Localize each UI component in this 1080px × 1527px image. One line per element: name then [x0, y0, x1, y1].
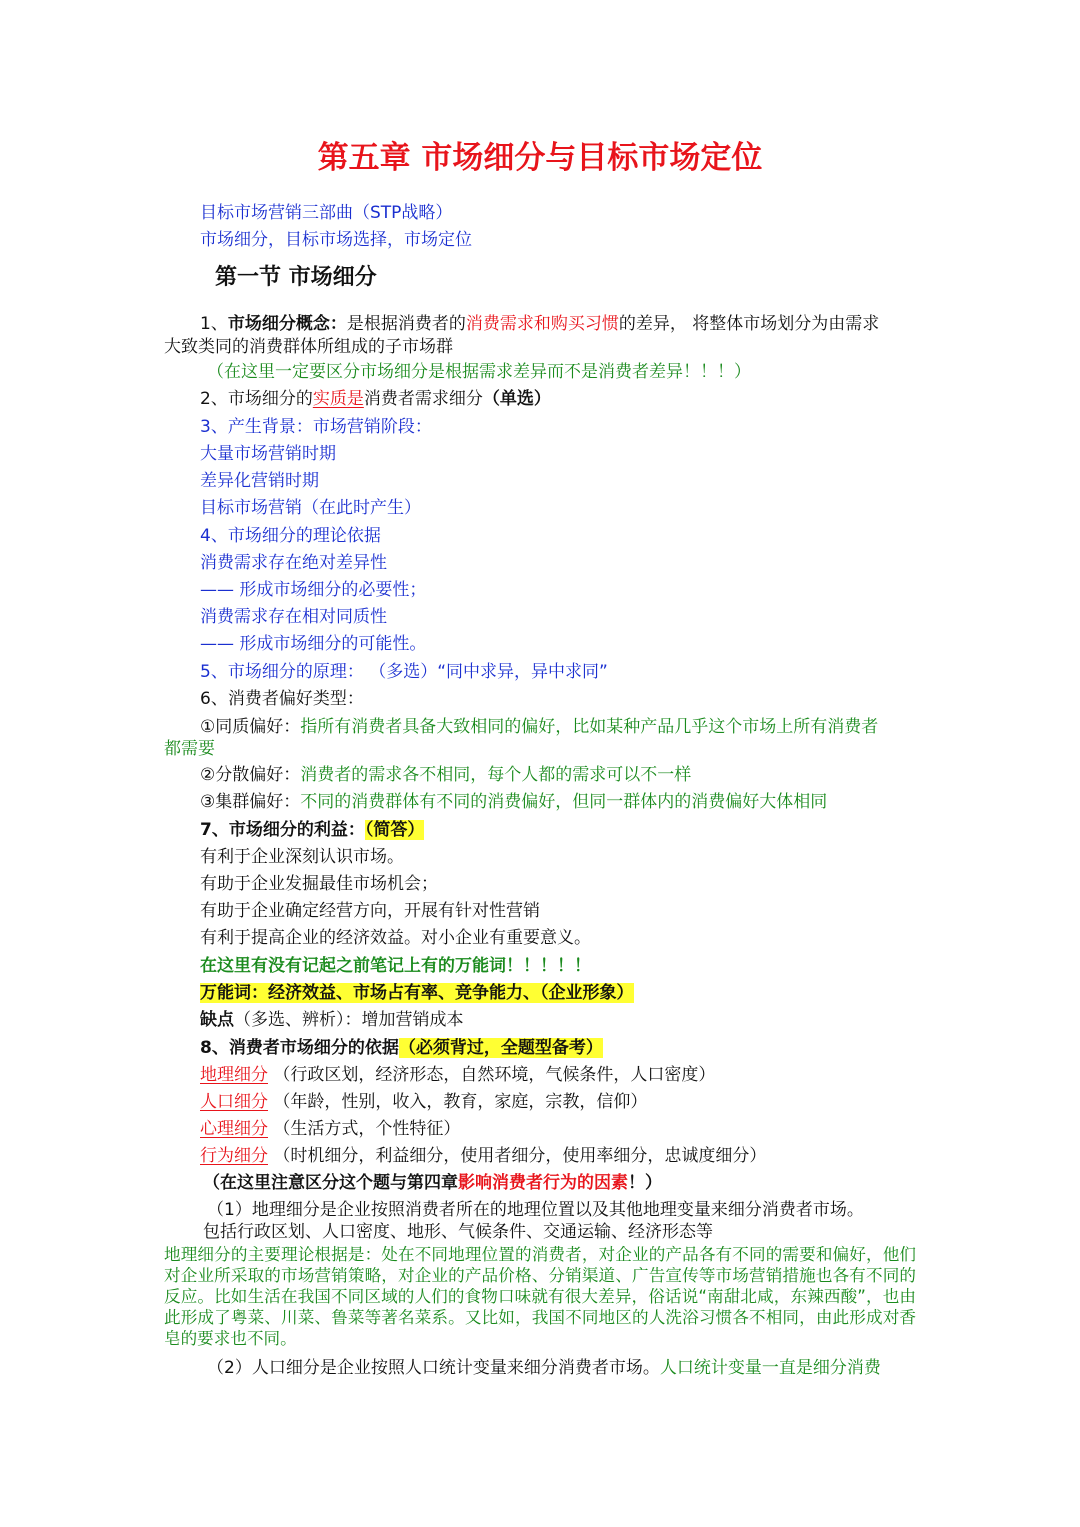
magic-words: 万能词：经济效益、市场占有率、竞争能力、（企业形象）: [200, 983, 634, 1003]
concept-line: [200, 313, 879, 335]
note-highlight: 影响消费者行为的因素: [458, 1173, 628, 1193]
theory-item: 消费需求存在绝对差异性: [200, 553, 387, 573]
concept-term: 市场细分概念: [227, 314, 330, 334]
basis-name: 地理细分: [200, 1065, 268, 1085]
background-item: 差异化营销时期: [200, 471, 319, 491]
demographic-note: 人口统计变量一直是细分消费: [659, 1358, 881, 1378]
basis-detail: （年龄，性别，收入，教育，家庭，宗教，信仰）: [268, 1092, 648, 1112]
geographic-definition: （1）地理细分是企业按照消费者所在的地理位置以及其他地理变量来细分消费者市场。: [207, 1200, 864, 1220]
geographic-theory-paragraph: 地理细分的主要理论根据是：处在不同地理位置的消费者，对企业的产品各有不同的需要和偏好，他们对企业所采取的市场营销策略，对企业的产品价格、分销渠道、广告宣传等市场营销措施也各有不同的反应。比如生活在我国不同区域的人们的食物口味就有很大差异，俗话说“南甜北咸，东辣西酸”，也由此形成了粤菜、川菜、鲁菜等著名菜系。又比如，我国不同地区的人洗浴习惯各不相同，由此形成对香皂的要求也不同。: [164, 1245, 916, 1348]
drawback-label: 缺点: [200, 1010, 234, 1030]
basis-detail: （行政区划，经济形态，自然环境，气候条件，人口密度）: [268, 1065, 716, 1085]
theory-heading: 4、市场细分的理论依据: [200, 526, 381, 546]
basis-geographic: [200, 1064, 715, 1086]
background-heading: 3、产生背景：市场营销阶段：: [200, 417, 432, 437]
benefit-item: 有利于企业深刻认识市场。: [200, 847, 404, 867]
preference-text: 不同的消费群体有不同的消费偏好，但同一群体内的消费偏好大体相同: [300, 792, 828, 812]
geographic-variables: 包括行政区划、人口密度、地形、气候条件、交通运输、经济形态等: [203, 1222, 713, 1242]
basis-name: 人口细分: [200, 1092, 268, 1112]
concept-number: 1、: [200, 314, 228, 334]
essence-post: 消费者需求细分: [363, 389, 483, 409]
note-pre: （在这里注意区分这个题与第四章: [203, 1173, 458, 1193]
preference-homogeneous: [200, 716, 878, 738]
benefits-heading: [200, 819, 424, 841]
preference-homogeneous-line-2: 都需要: [164, 739, 215, 759]
segmentation-bases-heading-text: 8、消费者市场细分的依据: [200, 1038, 399, 1058]
segmentation-bases-heading: [200, 1037, 603, 1059]
intro-line-steps: 市场细分，目标市场选择，市场定位: [200, 230, 472, 250]
preference-label: ③集群偏好：: [200, 792, 301, 812]
theory-item: 消费需求存在相对同质性: [200, 607, 387, 627]
background-item: 目标市场营销（在此时产生）: [200, 498, 421, 518]
segmentation-bases-tag: （必须背过，全题型备考）: [398, 1038, 603, 1058]
benefits-heading-text: 7、市场细分的利益：: [200, 820, 365, 840]
preference-text: 消费者的需求各不相同，每个人都的需求可以不一样: [300, 765, 692, 785]
preference-heading: 6、消费者偏好类型：: [200, 689, 364, 709]
essence-pre: 2、市场细分的: [200, 389, 313, 409]
concept-line-2: 大致类同的消费群体所组成的子市场群: [164, 337, 453, 357]
chapter-four-note: [203, 1172, 662, 1194]
demographic-definition: （2）人口细分是企业按照人口统计变量来细分消费者市场。: [207, 1358, 660, 1378]
basis-psychographic: [200, 1118, 460, 1140]
basis-detail: （时机细分，利益细分，使用者细分，使用率细分，忠诚度细分）: [268, 1146, 767, 1166]
drawback-line: [200, 1009, 464, 1031]
preference-diffused: [200, 764, 691, 786]
chapter-title: 第五章 市场细分与目标市场定位: [317, 140, 763, 176]
section-heading: 第一节 市场细分: [215, 265, 377, 290]
preference-clustered: [200, 791, 827, 813]
principle-line: 5、市场细分的原理： （多选）“同中求异，异中求同”: [200, 662, 608, 682]
drawback-text: （多选、辨析）：增加营销成本: [234, 1010, 464, 1030]
basis-demographic: [200, 1091, 647, 1113]
benefit-item: 有助于企业发掘最佳市场机会；: [200, 874, 438, 894]
basis-behavioral: [200, 1145, 766, 1167]
theory-item: —— 形成市场细分的可能性。: [200, 634, 427, 654]
concept-pre: 是根据消费者的: [346, 314, 466, 334]
note-post: ！）: [628, 1173, 662, 1193]
basis-name: 行为细分: [200, 1146, 268, 1166]
benefits-tag: （简答）: [364, 820, 425, 840]
essence-tag: （单选）: [482, 389, 551, 409]
concept-highlight: 消费需求和购买习惯: [465, 314, 619, 334]
magic-words-reminder: 在这里有没有记起之前笔记上有的万能词！！！！！: [200, 956, 591, 976]
basis-detail: （生活方式，个性特征）: [268, 1119, 461, 1139]
essence-highlight: 实质是: [312, 389, 364, 409]
intro-line-stp: 目标市场营销三部曲（STP战略）: [200, 203, 453, 223]
benefit-item: 有利于提高企业的经济效益。对小企业有重要意义。: [200, 928, 591, 948]
essence-line: [200, 388, 551, 410]
background-item: 大量市场营销时期: [200, 444, 336, 464]
benefit-item: 有助于企业确定经营方向，开展有针对性营销: [200, 901, 540, 921]
demographic-line: [207, 1357, 881, 1379]
concept-post: 的差异， 将整体市场划分为由需求: [618, 314, 880, 334]
basis-name: 心理细分: [200, 1119, 268, 1139]
concept-colon: ：: [329, 314, 347, 334]
theory-item: —— 形成市场细分的必要性；: [200, 580, 427, 600]
preference-text: 指所有消费者具备大致相同的偏好，比如某种产品几乎这个市场上所有消费者: [300, 717, 879, 737]
note-demand-difference: （在这里一定要区分市场细分是根据需求差异而不是消费者差异！！！）: [207, 362, 751, 382]
preference-label: ②分散偏好：: [200, 765, 301, 785]
magic-words-line: [200, 982, 634, 1004]
preference-label: ①同质偏好：: [200, 717, 301, 737]
